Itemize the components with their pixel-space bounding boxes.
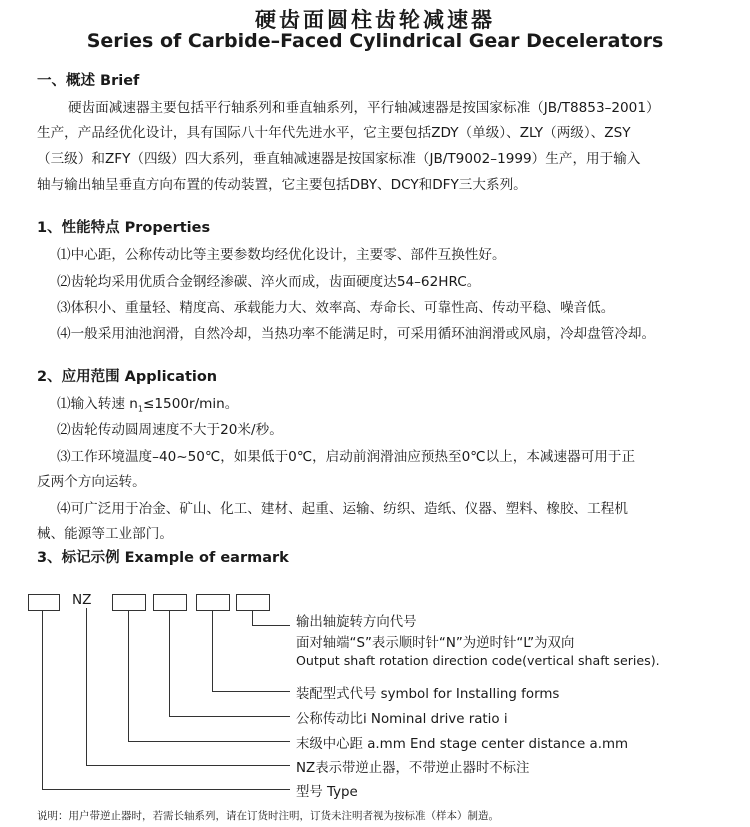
- application-item-3-line-1: ⑶工作环境温度–40~50℃，如果低于0℃，启动前润滑油应预热至0℃以上，本减速器可用于正: [57, 449, 636, 465]
- install-label: 装配型式代号 symbol for Installing forms: [296, 687, 560, 702]
- property-item-4: ⑷一般采用油池润滑，自然冷却，当热功率不能满足时，可采用循环油润滑或风扇，冷却盘管冷却。: [57, 326, 656, 342]
- property-item-3: ⑶体积小、重量轻、精度高、承载能力大、效率高、寿命长、可靠性高、传动平稳、噪音低。: [57, 300, 615, 316]
- rotation-label-desc: 面对轴端“S”表示顺时针“N”为逆时针“L”为双向: [296, 636, 575, 651]
- install-leader-horizontal: [212, 691, 290, 692]
- application-item-2: ⑵齿轮传动圆周速度不大于20米/秒。: [57, 422, 283, 438]
- application-item-4-line-2: 械、能源等工业部门。: [37, 526, 173, 542]
- center-distance-box: [112, 594, 146, 611]
- page-title-cn: 硬齿面圆柱齿轮减速器: [255, 8, 495, 32]
- overview-line-4: 轴与输出轴呈垂直方向布置的传动装置，它主要包括DBY、DCY和DFY三大系列。: [37, 177, 527, 193]
- install-leader-line: [212, 611, 213, 691]
- overview-line-3: （三级）和ZFY（四级）四大系列，垂直轴减速器是按国家标准（JB/T9002–1999）生产，用于输入: [37, 151, 641, 167]
- footer-note: 说明：用户带逆止器时，若需长轴系列，请在订货时注明，订货未注明者视为按标准（样本）制造。: [37, 810, 499, 822]
- application-item-1-suffix: ≤1500r/min。: [143, 396, 239, 412]
- center-leader-line: [128, 611, 129, 741]
- earmark-heading: 3、标记示例 Example of earmark: [37, 550, 289, 566]
- application-heading: 2、应用范围 Application: [37, 369, 218, 385]
- page-title-en: Series of Carbide–Faced Cylindrical Gear Decelerators: [86, 30, 664, 52]
- overview-line-1: 硬齿面减速器主要包括平行轴系列和垂直轴系列，平行轴减速器是按国家标准（JB/T8853–2001）: [68, 100, 660, 116]
- overview-heading: 一、概述 Brief: [37, 73, 140, 89]
- rotation-label-en: Output shaft rotation direction code(vertical shaft series).: [296, 653, 660, 668]
- ratio-label: 公称传动比i Nominal drive ratio i: [296, 712, 508, 727]
- ratio-leader-line: [169, 611, 170, 716]
- rotation-leader-horizontal: [252, 625, 290, 626]
- application-item-1: [57, 392, 238, 414]
- center-distance-label: 末级中心距 a.mm End stage center distance a.mm: [296, 737, 629, 752]
- application-item-1-prefix: ⑴输入转速 n: [57, 396, 138, 412]
- application-item-4-line-1: ⑷可广泛用于冶金、矿山、化工、建材、起重、运输、纺织、造纸、仪器、塑料、橡胶、工程机: [57, 501, 628, 517]
- center-leader-horizontal: [128, 741, 290, 742]
- nz-leader-line: [86, 608, 87, 765]
- install-form-box: [196, 594, 230, 611]
- rotation-leader-line: [252, 611, 253, 625]
- drive-ratio-box: [153, 594, 187, 611]
- properties-heading: 1、性能特点 Properties: [37, 220, 211, 236]
- rotation-code-box: [236, 594, 270, 611]
- type-code-box: [28, 594, 60, 611]
- nz-leader-horizontal: [86, 765, 290, 766]
- property-item-1: ⑴中心距，公称传动比等主要参数均经优化设计，主要零、部件互换性好。: [57, 247, 506, 263]
- overview-line-2: 生产，产品经优化设计，具有国际八十年代先进水平，它主要包括ZDY（单级）、ZLY（两级）、ZSY: [37, 125, 631, 141]
- rotation-label-cn: 输出轴旋转方向代号: [296, 615, 417, 630]
- ratio-leader-horizontal: [169, 716, 290, 717]
- application-item-3-line-2: 反两个方向运转。: [37, 474, 146, 490]
- type-label: 型号 Type: [296, 785, 358, 800]
- type-leader-line: [42, 611, 43, 789]
- property-item-2: ⑵齿轮均采用优质合金钢经渗碳、淬火而成，齿面硬度达54–62HRC。: [57, 274, 481, 290]
- type-leader-horizontal: [42, 789, 290, 790]
- nz-code-text: NZ: [72, 592, 92, 608]
- nz-label: NZ表示带逆止器，不带逆止器时不标注: [296, 761, 530, 776]
- application-item-1-sub: 1: [137, 404, 143, 414]
